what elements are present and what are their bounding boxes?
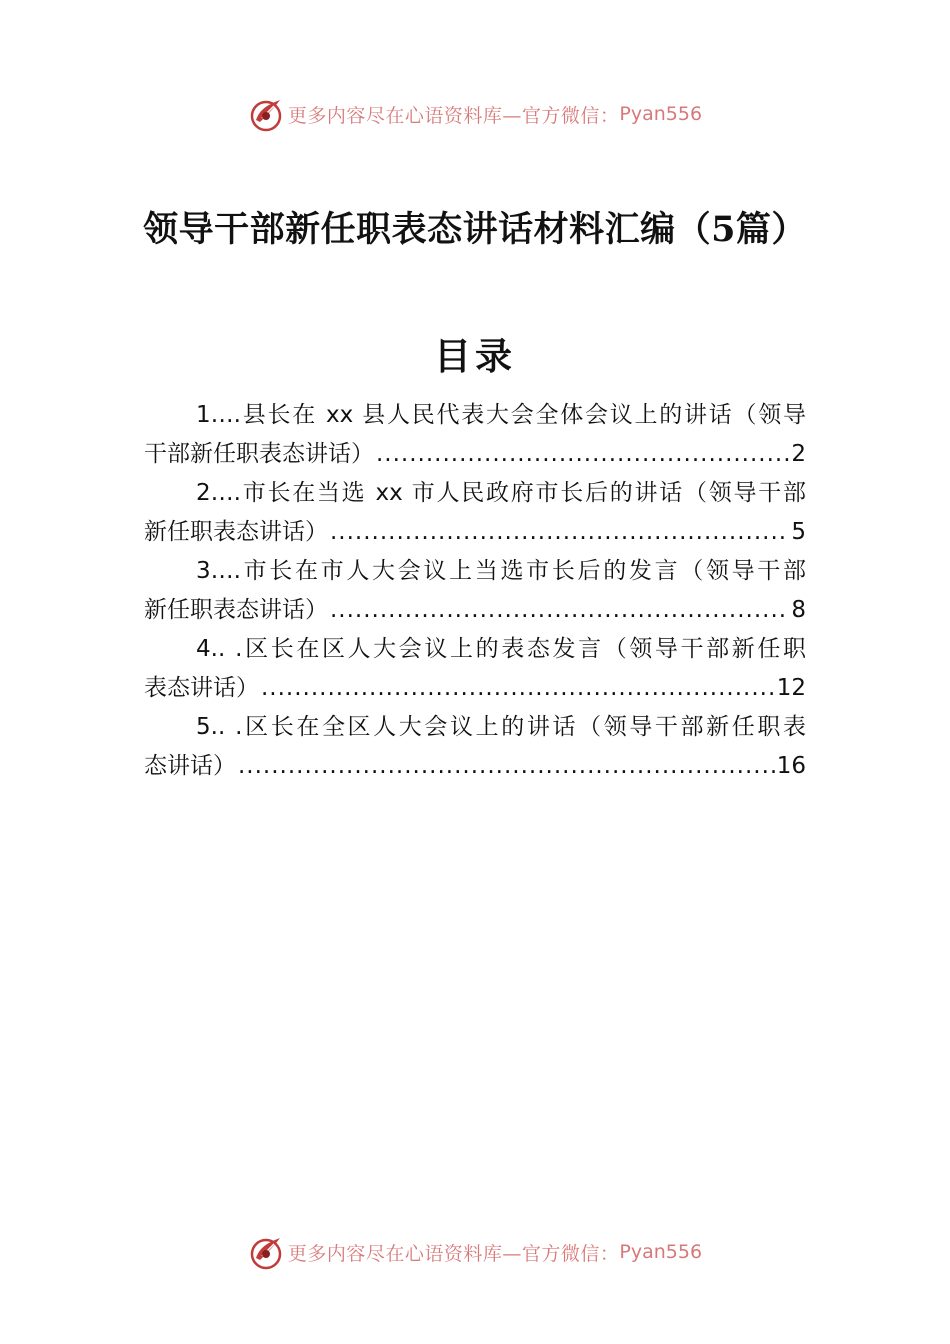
toc-entry-title: 4.. .区长在区人大会议上的表态发言（领导干部新任职 <box>196 636 806 662</box>
toc-entry-title: 1….县长在 xx 县人民代表大会全体会议上的讲话（领导 <box>196 402 806 428</box>
toc-entry-title-end: 新任职表态讲话） <box>144 597 328 623</box>
toc-dot-leader <box>376 435 789 474</box>
toc-entry-continuation <box>144 435 806 474</box>
toc-entry-title: 3….市长在市人大会议上当选市长后的发言（领导干部 <box>196 558 806 584</box>
watermark-wechat-id: Pyan556 <box>619 103 703 125</box>
toc-entry-title-end: 表态讲话） <box>144 675 259 701</box>
toc-entry-title-end: 干部新任职表态讲话） <box>144 441 374 467</box>
toc-entry-continuation <box>144 513 806 552</box>
toc-entry[interactable] <box>144 552 806 630</box>
logo-icon <box>248 96 284 132</box>
watermark-wechat-id: Pyan556 <box>619 1241 703 1263</box>
toc-entry[interactable] <box>144 474 806 552</box>
toc-entry[interactable] <box>144 708 806 786</box>
toc-heading: 目录 <box>434 334 516 378</box>
toc-entry-continuation <box>144 669 806 708</box>
toc-entry-title-end: 态讲话） <box>144 753 236 779</box>
logo-icon <box>248 1234 284 1270</box>
toc-dot-leader <box>330 513 789 552</box>
toc-page-number: 2 <box>791 441 806 467</box>
toc-dot-leader <box>330 591 789 630</box>
watermark-banner-bottom <box>0 1232 950 1272</box>
toc-entry-title-end: 新任职表态讲话） <box>144 519 328 545</box>
toc-entry-title: 5.. .区长在全区人大会议上的讲话（领导干部新任职表 <box>196 714 806 740</box>
toc-entry-continuation <box>144 591 806 630</box>
toc-page-number: 16 <box>776 753 806 779</box>
watermark-text: 更多内容尽在心语资料库—官方微信： <box>287 1242 620 1265</box>
toc-page-number: 8 <box>791 597 806 623</box>
toc-entry-continuation <box>144 747 806 786</box>
document-title: 领导干部新任职表态讲话材料汇编（5篇） <box>143 209 807 250</box>
table-of-contents <box>144 396 806 786</box>
toc-dot-leader <box>238 747 775 786</box>
toc-page-number: 12 <box>776 675 806 701</box>
toc-page-number: 5 <box>791 519 806 545</box>
toc-entry-title: 2….市长在当选 xx 市人民政府市长后的讲话（领导干部 <box>196 480 806 506</box>
toc-entry[interactable] <box>144 630 806 708</box>
toc-dot-leader <box>261 669 775 708</box>
watermark-text: 更多内容尽在心语资料库—官方微信： <box>287 104 620 127</box>
watermark-banner-top <box>0 94 950 134</box>
toc-entry[interactable] <box>144 396 806 474</box>
